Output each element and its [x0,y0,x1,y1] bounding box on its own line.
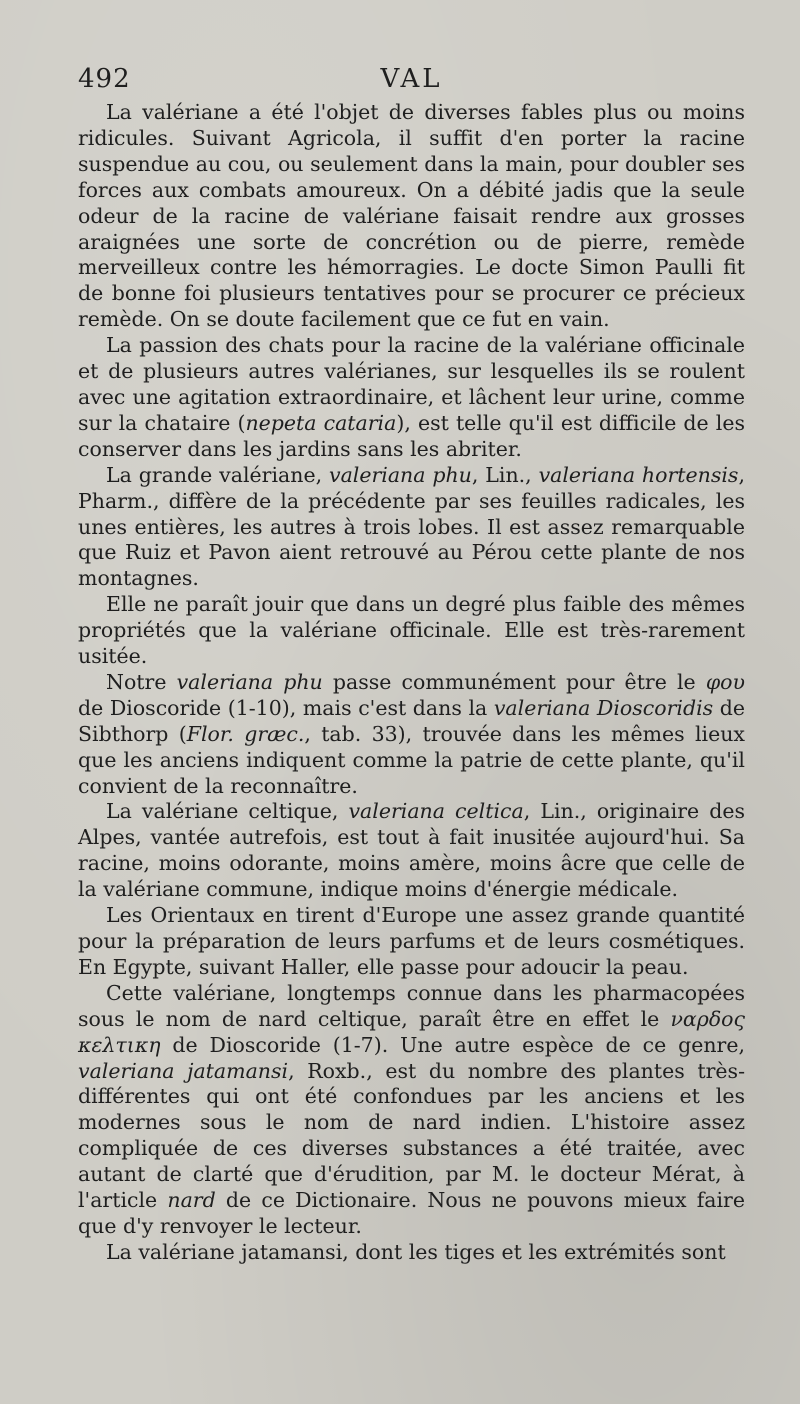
paragraph [78,333,745,463]
italic-term: valeriana Dioscoridis [493,695,714,720]
italic-term: valeriana celtica [348,799,524,824]
text-run: La valériane jatamansi, dont les tiges et les extrémités sont [106,1239,726,1264]
text-run: de Dioscoride (1-10), mais c'est dans la [78,695,494,720]
italic-term: nard [167,1188,216,1213]
text-run: La valériane celtique, [106,799,349,824]
text-run: Cette valériane, longtemps connue dans les pharmacopées sous le nom de nard celtique, paraît être en effet le [78,980,745,1031]
paragraph [78,799,745,903]
italic-term: valeriana phu [176,669,323,694]
text-run: ), est telle qu'il est difficile de les conserver dans les jardins sans les abriter. [78,410,745,461]
italic-term: Flor. græc. [186,721,305,746]
text-run: La passion des chats pour la racine de la valériane officinale et de plusieurs autres valérianes, sur lesquelles ils se roulent avec une agitation extraordinaire, et lâchent leur urine, comme sur la chataire ( [78,333,745,435]
text-run: , Roxb., est du nombre des plantes très-différentes qui ont été confondues par les anciens et les modernes sous le nom de nard indien. L'histoire assez compliquée de ces diverses substances a été traitée, avec autant de clarté que d'érudition, par M. le docteur Mérat, à l'article [78,1058,746,1213]
body-text [78,100,745,1266]
paragraph [78,100,745,333]
italic-term: φου [705,669,745,694]
text-run: de Dioscoride (1-7). Une autre espèce de ce genre, [160,1032,745,1057]
paragraph [78,463,745,593]
text-run: de Sibthorp ( [78,695,745,746]
text-run: Les Orientaux en tirent d'Europe une assez grande quantité pour la préparation de leurs parfums et de leurs cosmétiques. En Egypte, suivant Haller, elle passe pour adoucir la peau. [78,903,745,979]
page-number: 492 [78,64,131,94]
text-run: , Lin., originaire des Alpes, vantée autrefois, est tout à fait inusitée aujourd'hui. Sa racine, moins odorante, moins amère, moins âcre que celle de la valériane commune, indique moins d'énergie médicale. [78,799,745,902]
italic-term: nepeta cataria [245,410,397,435]
running-head [78,60,745,100]
italic-term: valeriana jatamansi [78,1058,289,1083]
text-run: Elle ne paraît jouir que dans un degré plus faible des mêmes propriétés que la valériane officinale. Elle est très-rarement usitée. [78,592,745,669]
italic-term: ναρδος κελτικη [78,1006,745,1057]
running-head-word: VAL [380,64,443,94]
paragraph [78,592,745,670]
text-run: , Lin., [471,462,539,487]
text-run: , Pharm., diffère de la précédente par ses feuilles radicales, les unes entières, les autres à trois lobes. Il est assez remarquable que Ruiz et Pavon aient retrouvé au Pérou cette plante de nos montagnes. [78,462,745,591]
paragraph [78,1240,745,1266]
text-run: passe communément pour être le [322,669,706,694]
paragraph [78,903,745,981]
text-run: La grande valériane, [106,462,329,487]
italic-term: valeriana phu [328,462,472,487]
text-run: de ce Dictionaire. Nous ne pouvons mieux faire que d'y renvoyer le lecteur. [78,1188,745,1238]
text-run: Notre [106,669,177,694]
document-page [78,60,745,1266]
text-run: La valériane a été l'objet de diverses fables plus ou moins ridicules. Suivant Agricola, il suffit d'en porter la racine suspendue au cou, ou seulement dans la main, pour doubler ses forces aux combats amoureux. On a débité jadis que la seule odeur de la racine de valériane faisait rendre aux grosses araignées une sorte de concrétion ou de pierre, remède merveilleux contre les hémorragies. Le docte Simon Paulli fit de bonne foi plusieurs tentatives pour se procurer ce précieux remède. On se doute facilement que ce fut en vain. [78,100,745,332]
paragraph [78,981,745,1240]
italic-term: valeriana hortensis [538,462,739,487]
paragraph [78,670,745,800]
text-run: , tab. 33), trouvée dans les mêmes lieux que les anciens indiquent comme la patrie de cette plante, qu'il convient de la reconnaître. [78,721,745,798]
